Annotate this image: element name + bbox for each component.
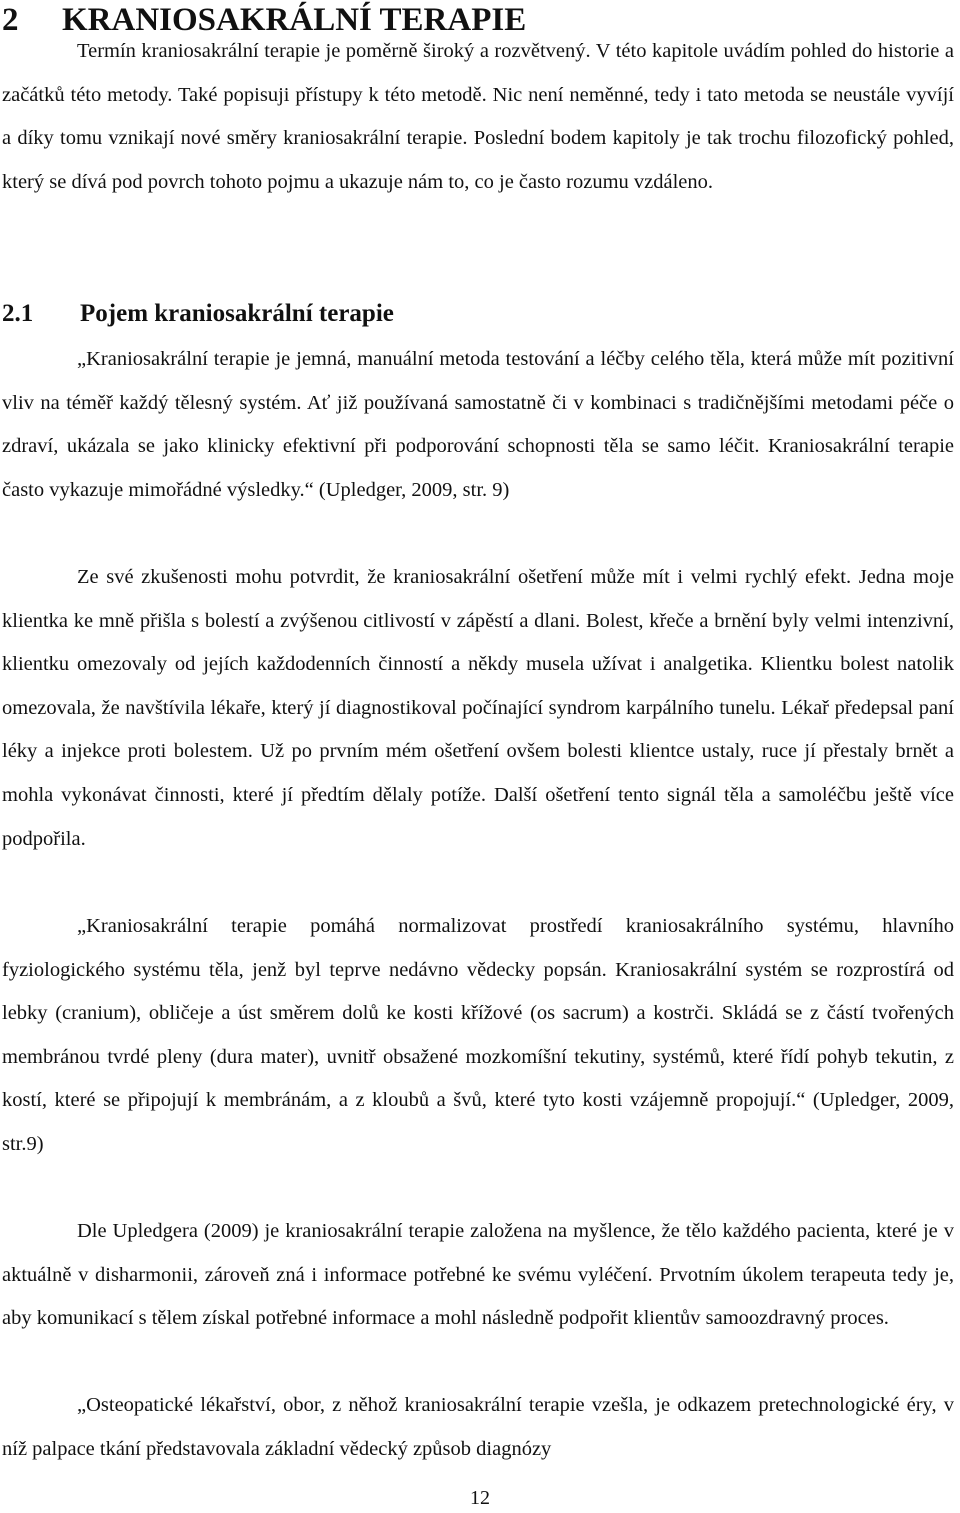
page-number: 12: [470, 1487, 490, 1509]
chapter-number: 2: [2, 2, 19, 38]
paragraph-definition-quote: „Kraniosakrální terapie je jemná, manuální metoda testování a léčby celého těla, která může mít pozitivní vliv na téměř každý tělesný systém. Ať již používaná samostatně či v kombinaci s tradičnějšími metodami péče o zdraví, ukázala se jako klinicky efektivní při podporování schopnosti těla se samo léčit. Kraniosakrální terapie často vykazuje mimořádné výsledky.“ (Upledger, 2009, str. 9): [2, 348, 954, 501]
chapter-title: KRANIOSAKRÁLNÍ TERAPIE: [62, 2, 527, 38]
intro-paragraph: Termín kraniosakrální terapie je poměrně široký a rozvětvený. V této kapitole uvádím pohled do historie a začátků této metody. Také popisuji přístupy k této metodě. Nic není neměnné, tedy i tato metoda se neustále vyvíjí a díky tomu vznikají nové směry kraniosakrální terapie. Poslední bodem kapitoly je tak trochu filozofický pohled, který se dívá pod povrch tohoto pojmu a ukazuje nám to, co je často rozumu vzdáleno.: [2, 40, 954, 193]
section-title: Pojem kraniosakrální terapie: [80, 300, 394, 327]
paragraph-system-quote: „Kraniosakrální terapie pomáhá normalizovat prostředí kraniosakrálního systému, hlavního fyziologického systému těla, jenž byl teprve nedávno vědecky popsán. Kraniosakrální systém se rozprostírá od lebky (cranium), obličeje a úst směrem dolů ke kosti křížové (os sacrum) a kostrči. Skládá se z částí tvořených membránou tvrdé pleny (dura mater), uvnitř obsažené mozkomíšní tekutiny, systémů, které řídí pohyb tekutin, z kostí, které se připojují k membránám, a z kloubů a švů, které tyto kosti vzájemně propojují.“ (Upledger, 2009, str.9): [2, 915, 954, 1155]
paragraph-upledger: Dle Upledgera (2009) je kraniosakrální terapie založena na myšlence, že tělo každého pacienta, které je v aktuálně v disharmonii, zároveň zná i informace potřebné ke svému vyléčení. Prvotním úkolem terapeuta tedy je, aby komunikací s tělem získal potřebné informace a mohl následně podpořit klientův samoozdravný proces.: [2, 1220, 954, 1330]
paragraph-osteopathy-quote: „Osteopatické lékařství, obor, z něhož kraniosakrální terapie vzešla, je odkazem pretechnologické éry, v níž palpace tkání představovala základní vědecký způsob diagnózy: [2, 1394, 954, 1460]
paragraph-experience: Ze své zkušenosti mohu potvrdit, že kraniosakrální ošetření může mít i velmi rychlý efekt. Jedna moje klientka ke mně přišla s bolestí a zvýšenou citlivostí v zápěstí a dlani. Bolest, křeče a brnění byly velmi intenzivní, klientku omezovaly od jejích každodenních činností a někdy musela užívat i analgetika. Klientku bolest natolik omezovala, že navštívila lékaře, který jí diagnostikoval počínající syndrom karpálního tunelu. Lékař předepsal paní léky a injekce proti bolestem. Už po prvním mém ošetření ovšem bolesti klientce ustaly, ruce jí přestaly brnět a mohla vykonávat činnosti, které jí předtím dělaly potíže. Další ošetření tento signál těla a samoléčbu ještě více podpořila.: [2, 566, 954, 850]
section-number: 2.1: [2, 300, 34, 327]
section-heading: [2, 296, 394, 332]
